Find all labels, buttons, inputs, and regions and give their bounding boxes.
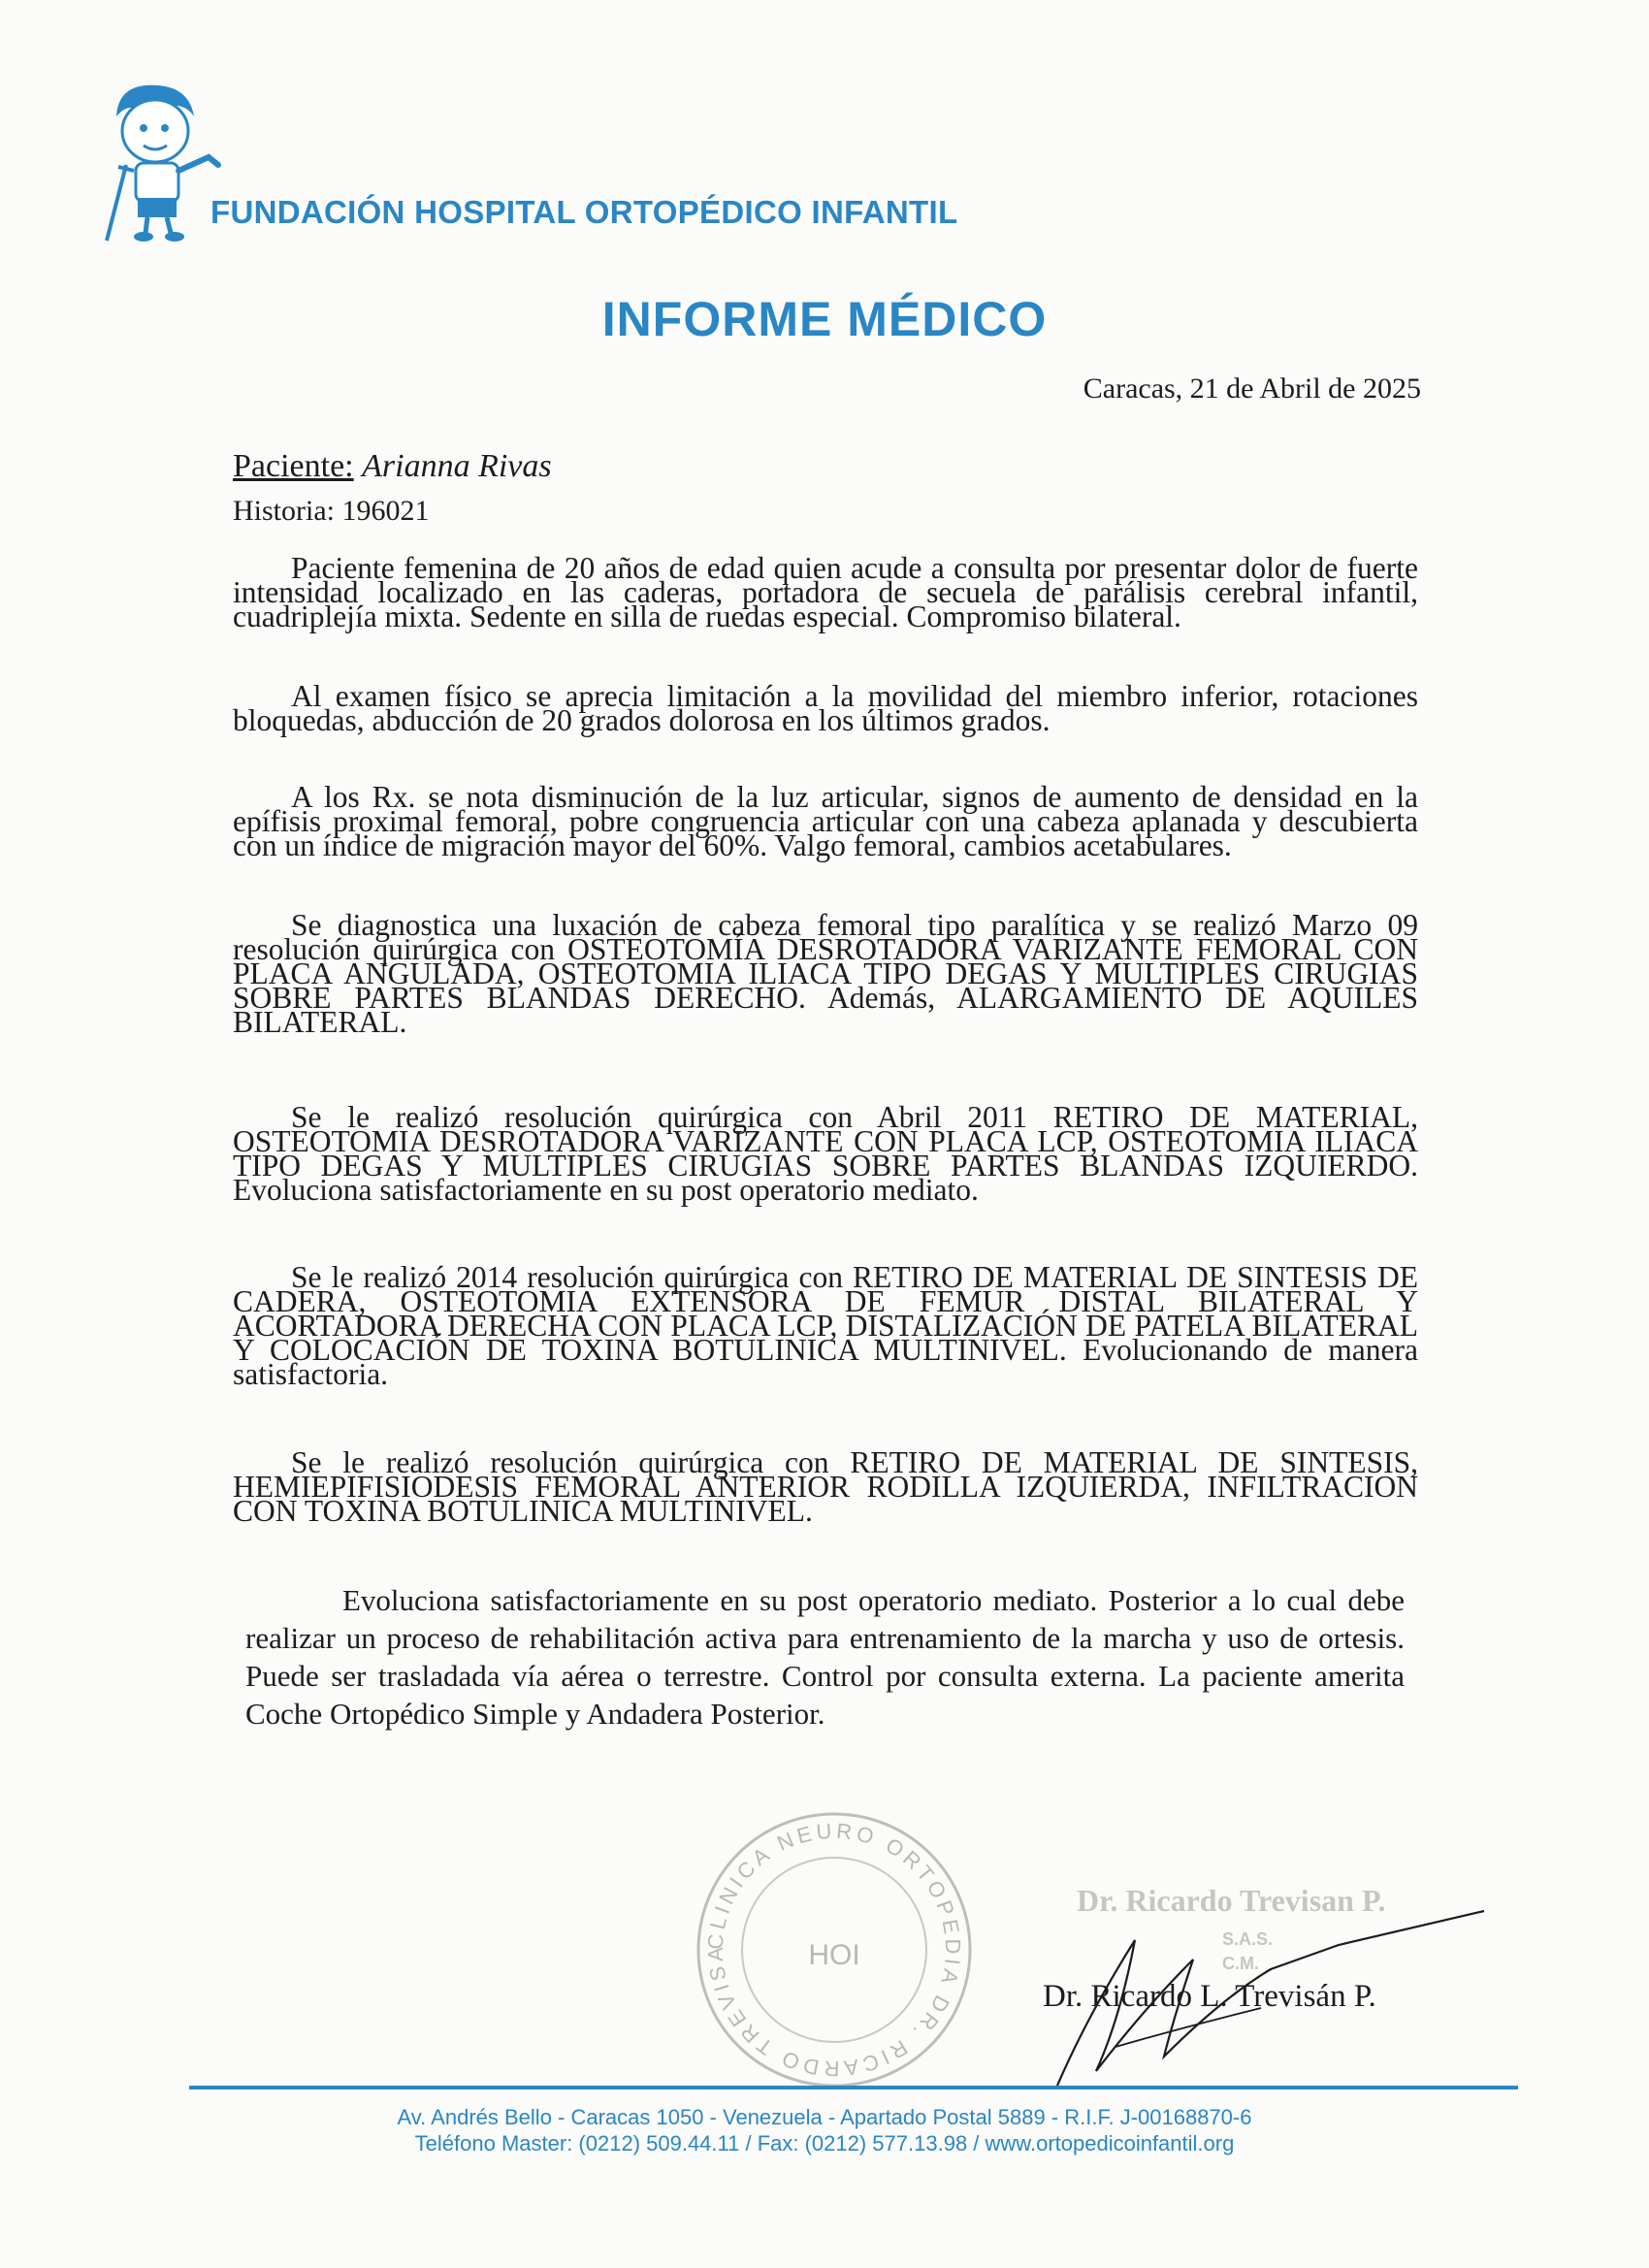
- report-paragraph: Al examen físico se aprecia limitación a la movilidad del miembro inferior, rotaciones bloquedas, abducción de 20 grados dolorosa en los últimos grados.: [233, 679, 1418, 737]
- report-paragraph: Se le realizó resolución quirúrgica con RETIRO DE MATERIAL DE SINTESIS, HEMIEPIFISIODESIS FEMORAL ANTERIOR RODILLA IZQUIERDA, INFILTRACION CON TOXINA BOTULINICA MULTINIVEL.: [233, 1445, 1418, 1528]
- stamp-ring-text: CLINICA NEURO ORTOPEDIA DR. RICARDO TREVISA: [702, 1818, 966, 2082]
- report-paragraph: Se le realizó resolución quirúrgica con Abril 2011 RETIRO DE MATERIAL, OSTEOTOMIA DESROTADORA VARIZANTE CON PLACA LCP, OSTEOTOMIA ILIACA TIPO DEGAS Y MULTIPLES CIRUGIAS SOBRE PARTES BLANDAS IZQUIERDO. Evoluciona satisfactoriamente en su post operatorio mediato.: [233, 1100, 1418, 1207]
- faded-stamp-line: C.M.: [1222, 1954, 1259, 1973]
- stamp-center-text: HOI: [808, 1939, 860, 1971]
- document-title: INFORME MÉDICO: [601, 292, 1048, 346]
- clinic-stamp: [689, 1804, 980, 2095]
- faded-stamp-line: S.A.S.: [1222, 1929, 1274, 1949]
- footer-contact: Teléfono Master: (0212) 509.44.11 / Fax: (0212) 577.13.98 / www.ortopedicoinfantil.org: [414, 2131, 1235, 2155]
- report-paragraph: Se le realizó 2014 resolución quirúrgica con RETIRO DE MATERIAL DE SINTESIS DE CADERA, OSTEOTOMIA EXTENSORA DE FEMUR DISTAL BILATERAL Y ACORTADORA DERECHA CON PLACA LCP, DISTALIZACIÓN DE PATELA BILATERAL Y COLOCACIÓN DE TOXINA BOTULINICA MULTINIVEL. Evolucionando de manera satisfactoria.: [233, 1260, 1418, 1391]
- signer-name: Dr. Ricardo L. Trevisán P.: [1043, 1979, 1376, 2014]
- organization-name: FUNDACIÓN HOSPITAL ORTOPÉDICO INFANTIL: [210, 194, 958, 230]
- faded-stamp-name: Dr. Ricardo Trevisan P.: [1077, 1883, 1386, 1918]
- patient-line: [233, 448, 552, 485]
- report-paragraph: A los Rx. se nota disminución de la luz articular, signos de aumento de densidad en la epífisis proximal femoral, pobre congruencia articular con una cabeza aplanada y descubierta con un índice de migración mayor del 60%. Valgo femoral, cambios acetabulares.: [233, 780, 1418, 862]
- closing-paragraph: Evoluciona satisfactoriamente en su post operatorio mediato. Posterior a lo cual debe realizar un proceso de rehabilitación activa para entrenamiento de la marcha y uso de ortesis. Puede ser trasladada vía aérea o terrestre. Control por consulta externa. La paciente amerita Coche Ortopédico Simple y Andadera Posterior.: [245, 1583, 1405, 1731]
- report-paragraph: Se diagnostica una luxación de cabeza femoral tipo paralítica y se realizó Marzo 09 resolución quirúrgica con OSTEOTOMÍA DESROTADORA VARIZANTE FEMORAL CON PLACA ANGULADA, OSTEOTOMIA ILIACA TIPO DEGAS Y MULTIPLES CIRUGIAS SOBRE PARTES BLANDAS DERECHO. Además, ALARGAMIENTO DE AQUILES BILATERAL.: [233, 908, 1418, 1039]
- patient-label: Paciente:: [233, 448, 354, 484]
- history-number: 196021: [341, 495, 430, 527]
- footer-address: Av. Andrés Bello - Caracas 1050 - Venezuela - Apartado Postal 5889 - R.I.F. J-00168870-6: [397, 2105, 1252, 2129]
- child-with-crutch-mascot-icon: [97, 78, 223, 247]
- report-paragraph: Paciente femenina de 20 años de edad quien acude a consulta por presentar dolor de fuerte intensidad localizado en las caderas, portadora de secuela de parálisis cerebral infantil, cuadriplejía mixta. Sedente en silla de ruedas especial. Compromiso bilateral.: [233, 551, 1418, 633]
- place-date: Caracas, 21 de Abril de 2025: [1083, 373, 1421, 405]
- history-line: [233, 495, 430, 528]
- history-label: Historia:: [233, 495, 335, 527]
- footer-divider: [189, 2086, 1518, 2090]
- patient-name: Arianna Rivas: [362, 448, 552, 484]
